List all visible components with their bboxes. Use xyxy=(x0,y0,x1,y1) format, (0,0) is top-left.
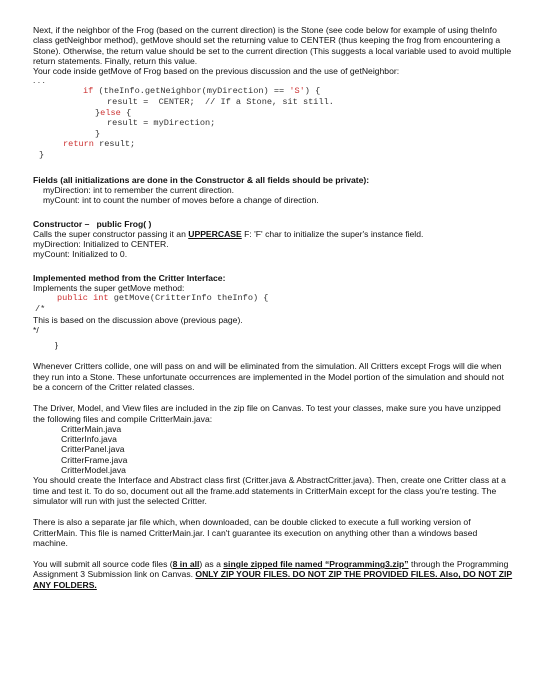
code-line-result-direction: result = myDirection; xyxy=(107,118,216,129)
field-item: myCount: int to count the number of moves before a change of direction. xyxy=(43,195,319,206)
code-line-else: }else { xyxy=(95,107,132,118)
implemented-heading: Implemented method from the Critter Interface: xyxy=(33,272,226,283)
files-section xyxy=(33,403,513,506)
document-page xyxy=(33,25,513,590)
file-item: CritterInfo.java xyxy=(61,434,117,445)
comment-text: This is based on the discussion above (previous page). xyxy=(33,314,243,325)
code-line-return: return result; xyxy=(63,139,136,150)
ellipsis: . . . xyxy=(33,75,45,86)
comment-open: /* xyxy=(35,303,46,314)
collide-paragraph: Whenever Critters collide, one will pass on and will be eliminated from the simulation. All Critters except Frogs will die when they run into a Stone. These unfortunate occurrences are implemented in the Model portion of the simulation and should not be a concern of the Critter related classes. xyxy=(33,361,504,392)
submit-paragraph: You will submit all source code files (8 in all) as a single zipped file named “Programming3.zip” through the Programming Assignment 3 Submission link on Canvas. ONLY ZIP YOUR FILES. DO NOT ZIP THE PROVIDED FILES. Also, DO NOT ZIP ANY FOLDERS. xyxy=(33,559,513,590)
code-line-result-center: result = CENTER; // If a Stone, sit still. xyxy=(107,97,334,108)
jar-paragraph: There is also a separate jar file which, when downloaded, can be double clicked to execute a full working version of CritterMain. This file is named CritterMain.jar. I can't guarantee its execution on anything other than a windows based machine. xyxy=(33,517,478,548)
constructor-description: Calls the super constructor passing it an UPPERCASE F: 'F' char to initialize the super's instance field. xyxy=(33,228,424,239)
constructor-heading: Constructor – public Frog( ) xyxy=(33,218,152,229)
constructor-section xyxy=(33,219,513,260)
files-after: You should create the Interface and Abstract class first (Critter.java & AbstractCritter.java). Then, create one Critter class at a time and test it. To do so, document out all the frame.add statements in CritterMain except for the class you're testing. The simulator will run with just the selected Critter. xyxy=(33,475,506,506)
constructor-item: myDirection: Initialized to CENTER. xyxy=(33,239,169,250)
implemented-section xyxy=(33,273,513,351)
constructor-item: myCount: Initialized to 0. xyxy=(33,249,128,260)
field-item: myDirection: int to remember the current direction. xyxy=(43,184,235,195)
fields-heading: Fields (all initializations are done in the Constructor & all fields should be private): xyxy=(33,174,370,185)
code-line-if: if (theInfo.getNeighbor(myDirection) == 'S') { xyxy=(83,86,321,97)
comment-close: */ xyxy=(33,324,39,335)
code-line-close-method: } xyxy=(39,150,45,161)
code-block xyxy=(33,86,513,160)
method-close-brace: } xyxy=(55,340,58,351)
file-item: CritterMain.java xyxy=(61,423,122,434)
intro-paragraph: Next, if the neighbor of the Frog (based on the current direction) is the Stone (see code below for example of using theInfo class getNeighbor method), getMove should set the returning value to CENTER (thus keeping the frog from encountering a Stone). Otherwise, the return value should be set to the current direction (This suggests a local variable used to avoid multiple return statements. Finally, return this value. xyxy=(33,25,512,66)
fields-section xyxy=(33,175,513,206)
code-line-close-else: } xyxy=(95,128,101,139)
file-item: CritterPanel.java xyxy=(61,444,125,455)
intro-code-lead: Your code inside getMove of Frog based on the previous discussion and the use of getNeighbor: xyxy=(33,66,400,77)
file-item: CritterModel.java xyxy=(61,465,126,476)
implemented-line: Implements the super getMove method: xyxy=(33,283,185,294)
getmove-signature: public int getMove(CritterInfo theInfo) { xyxy=(57,293,269,304)
file-item: CritterFrame.java xyxy=(61,454,128,465)
files-intro: The Driver, Model, and View files are included in the zip file on Canvas. To test your classes, make sure you have unzipped the following files and compile CritterMain.java: xyxy=(33,403,501,424)
